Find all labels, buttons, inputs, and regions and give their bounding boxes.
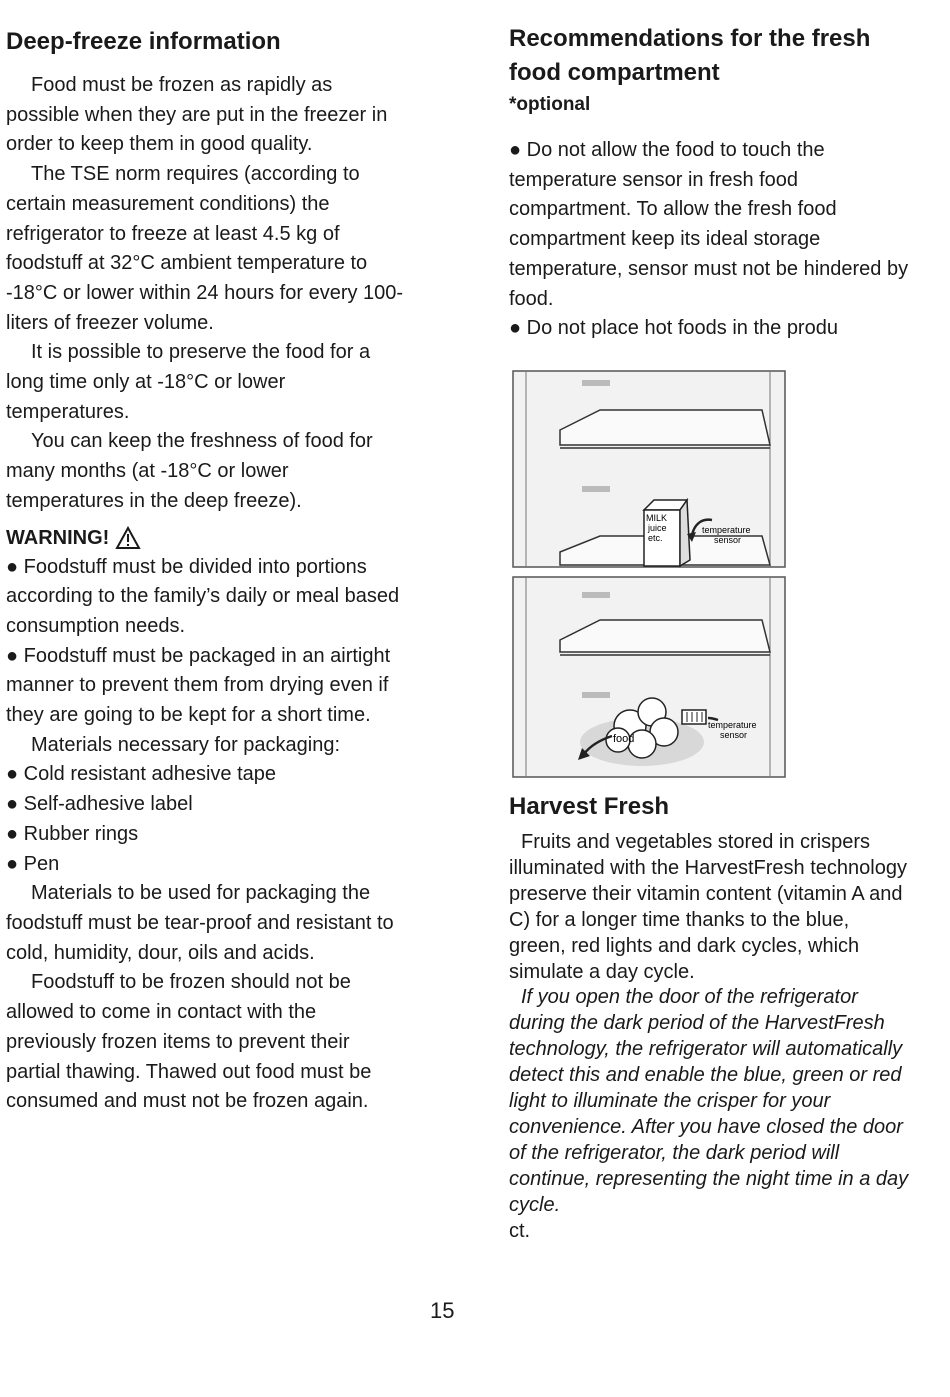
- materials-item: ● Cold resistant adhesive tape: [6, 763, 277, 786]
- paragraph: It is possible to preserve the food for a long time only at -18°C or lower temperatures.: [6, 341, 371, 423]
- paragraph: Food must be frozen as rapidly as possible when they are put in the freezer in order to keep them in good quality.: [6, 74, 388, 156]
- paragraph: Foodstuff to be frozen should not be allowed to come in contact with the previously frozen items to prevent their partial thawing. Thawed out food must be consumed and must not be frozen again.: [6, 971, 372, 1113]
- milk-label: MILK: [646, 513, 668, 523]
- harvest-paragraph: Fruits and vegetables stored in crispers illuminated with the HarvestFresh technology preserve their vitamin content (vitamin A and C) for a longer time thanks to the blue, green, red lights and dark cycles, which simulate a day cycle.: [509, 831, 907, 983]
- left-column: [6, 26, 406, 1117]
- sensor-label-top: temperature: [702, 525, 751, 535]
- materials-item: ● Self-adhesive label: [6, 793, 193, 816]
- materials-intro: Materials necessary for packaging:: [31, 733, 341, 756]
- fridge-shelf-illustration: [512, 370, 786, 778]
- paragraph: The TSE norm requires (according to certain measurement conditions) the refrigerator to freeze at least 4.5 kg of foodstuff at 32°C ambient temperature to -18°C or lower within 24 hours for every 100-liters of freezer volume.: [6, 163, 404, 334]
- fresh-food-heading: Recommendations for the fresh food compartment: [509, 25, 871, 86]
- harvest-italic-paragraph: If you open the door of the refrigerator during the dark period of the HarvestFresh technology, the refrigerator will automatically detect this and enable the blue, green or red light to illuminate the crisper for your convenience. After you have closed the door of the refrigerator, the dark period will continue, representing the night time in a day cycle.: [509, 986, 909, 1216]
- milk-carton-icon: [644, 500, 690, 566]
- milk-label: juice: [648, 523, 667, 533]
- paragraph: Materials to be used for packaging the foodstuff must be tear-proof and resistant to cold, humidity, dour, oils and acids.: [6, 882, 394, 964]
- sensor-label-top: sensor: [714, 535, 742, 545]
- optional-note: *optional: [509, 94, 591, 115]
- harvest-tail: ct.: [509, 1219, 531, 1242]
- food-label: food: [613, 733, 635, 745]
- warning-label: WARNING!: [6, 526, 110, 549]
- warning-item: ● Foodstuff must be divided into portions according to the family’s daily or meal based consumption needs.: [6, 555, 400, 637]
- temperature-sensor-icon: [682, 710, 706, 724]
- page-number: 15: [430, 1298, 455, 1323]
- warning-item: ● Foodstuff must be packaged in an airtight manner to prevent them from drying even if they are going to be kept for a short time.: [6, 644, 391, 727]
- harvest-fresh-heading: Harvest Fresh: [509, 793, 670, 820]
- right-column: [509, 22, 909, 344]
- milk-label: etc.: [648, 533, 663, 543]
- warning-heading: [6, 523, 406, 553]
- paragraph: You can keep the freshness of food for many months (at -18°C or lower temperatures in the deep freeze).: [6, 430, 373, 512]
- sensor-label-bottom: temperature: [708, 720, 757, 730]
- materials-item: ● Pen: [6, 852, 60, 875]
- harvest-fresh-section: [509, 790, 909, 1245]
- upper-compartment-panel: [513, 371, 785, 567]
- deep-freeze-heading: Deep-freeze information: [6, 28, 281, 55]
- warning-triangle-icon: [115, 526, 141, 550]
- recommendation-item: ● Do not allow the food to touch the temperature sensor in fresh food compartment. To allow the fresh food compartment keep its ideal storage temperature, sensor must not be hindered by food.: [509, 139, 909, 310]
- sensor-label-bottom: sensor: [720, 730, 748, 740]
- materials-item: ● Rubber rings: [6, 822, 139, 845]
- recommendation-item: ● Do not place hot foods in the produ: [509, 317, 838, 340]
- lower-compartment-panel: [513, 577, 785, 777]
